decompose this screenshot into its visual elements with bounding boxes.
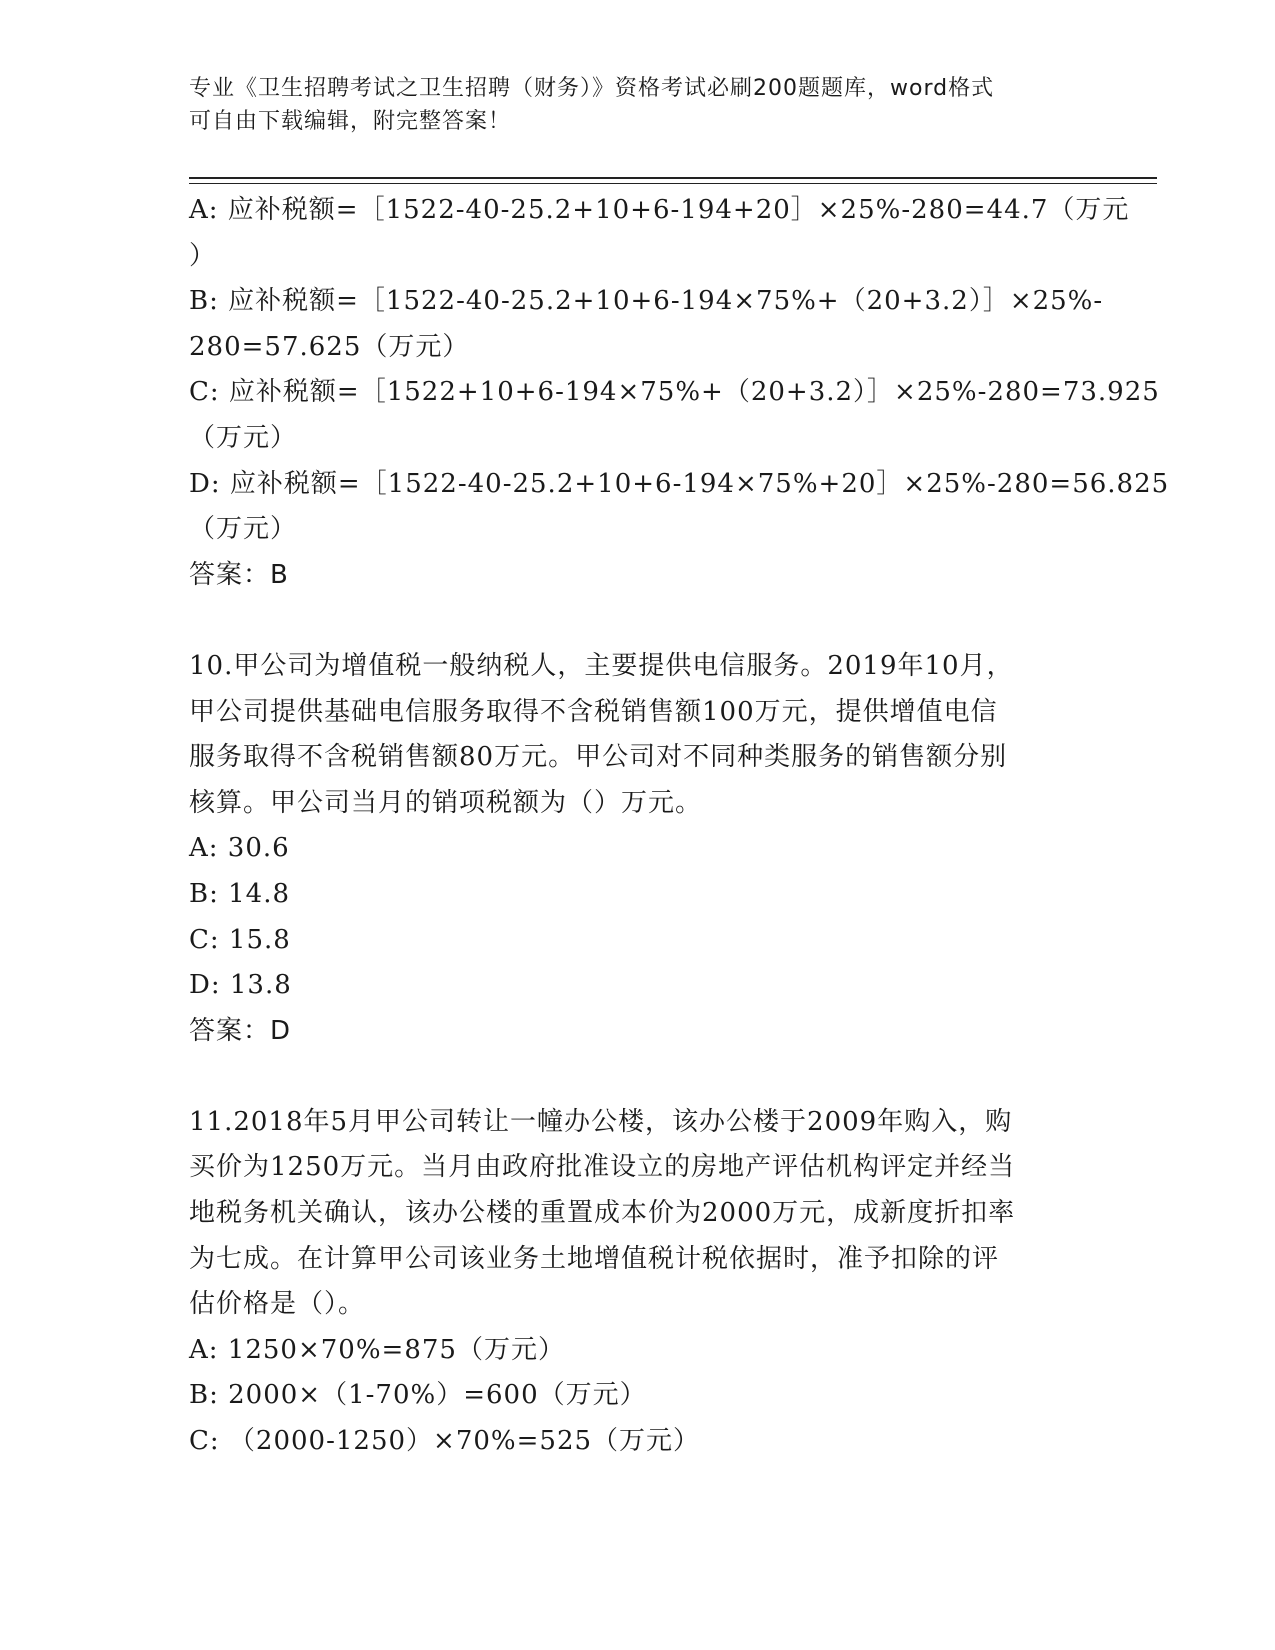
header-line-2: 可自由下载编辑，附完整答案！ — [189, 109, 512, 134]
header-line-1: 专业《卫生招聘考试之卫生招聘（财务）》资格考试必刷200题题库，word格式 — [189, 76, 995, 101]
q10-stem-line-4: 核算。甲公司当月的销项税额为（）万元。 — [189, 787, 703, 818]
q9-option-a-line-2: ） — [189, 240, 217, 271]
q11-stem-line-2: 买价为1250万元。当月由政府批准设立的房地产评估机构评定并经当 — [189, 1152, 1016, 1183]
q9-option-b-line-1: B: 应补税额=［1522-40-25.2+10+6-194×75%+（20+3.2）］×25%- — [189, 286, 1104, 317]
question-9-options — [189, 188, 1170, 598]
spacer — [189, 1054, 1109, 1100]
q10-stem-line-3: 服务取得不含税销售额80万元。甲公司对不同种类服务的销售额分别 — [189, 742, 1008, 773]
q10-stem-line-1: 10.甲公司为增值税一般纳税人，主要提供电信服务。2019年10月， — [189, 650, 1014, 681]
question-10 — [189, 644, 1109, 1054]
q9-option-b-line-2: 280=57.625（万元） — [189, 331, 470, 362]
q9-option-d-line-2: （万元） — [189, 514, 298, 545]
q10-option-b: B: 14.8 — [189, 878, 291, 909]
q9-answer: 答案：B — [189, 559, 289, 590]
document-header — [189, 72, 1089, 138]
q10-answer: 答案：D — [189, 1015, 292, 1046]
q11-stem-line-4: 为七成。在计算甲公司该业务土地增值税计税依据时，准予扣除的评 — [189, 1243, 1000, 1274]
q11-option-c: C: （2000-1250）×70%=525（万元） — [189, 1426, 701, 1457]
q10-option-d: D: 13.8 — [189, 970, 292, 1001]
q10-option-a: A: 30.6 — [189, 833, 290, 864]
document-body — [189, 188, 1170, 1465]
question-11 — [189, 1100, 1109, 1465]
q9-option-d-line-1: D: 应补税额=［1522-40-25.2+10+6-194×75%+20］×25%-280=56.825 — [189, 468, 1170, 499]
q10-stem-line-2: 甲公司提供基础电信服务取得不含税销售额100万元，提供增值电信 — [189, 696, 998, 727]
q9-option-a-line-1: A: 应补税额=［1522-40-25.2+10+6-194+20］×25%-280=44.7（万元 — [189, 195, 1130, 225]
q11-option-b: B: 2000×（1-70%）=600（万元） — [189, 1380, 647, 1411]
q11-stem-line-3: 地税务机关确认，该办公楼的重置成本价为2000万元，成新度折扣率 — [189, 1198, 1016, 1229]
spacer — [189, 598, 1109, 644]
header-rule-thick — [189, 177, 1157, 179]
q11-stem-line-1: 11.2018年5月甲公司转让一幢办公楼，该办公楼于2009年购入，购 — [189, 1106, 1013, 1137]
header-rule-thin — [189, 183, 1157, 184]
q9-option-c-line-2: （万元） — [189, 422, 298, 453]
q11-option-a: A: 1250×70%=875（万元） — [189, 1334, 565, 1365]
q11-stem-line-5: 估价格是（）。 — [189, 1289, 366, 1320]
q9-option-c-line-1: C: 应补税额=［1522+10+6-194×75%+（20+3.2）］×25%-280=73.925 — [189, 377, 1160, 408]
q10-option-c: C: 15.8 — [189, 924, 291, 955]
